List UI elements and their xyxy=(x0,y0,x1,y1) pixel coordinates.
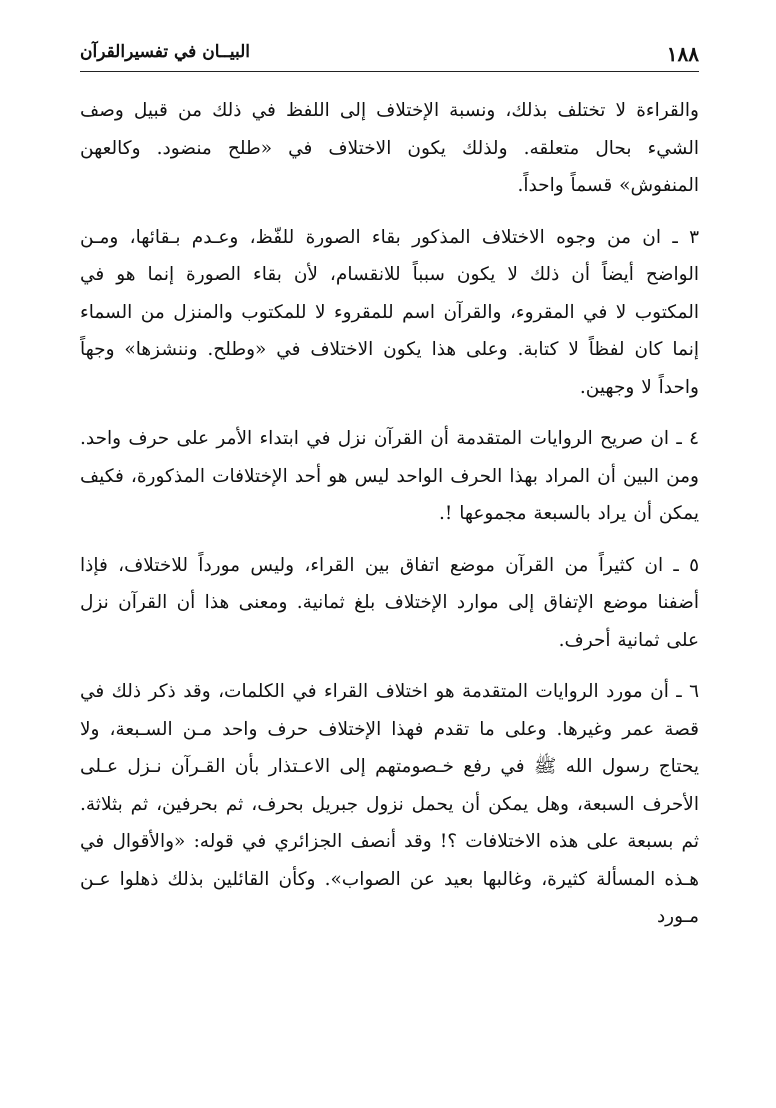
page-number: ١٨٨ xyxy=(666,42,699,66)
running-title: البيــان في تفسيرالقرآن xyxy=(80,42,251,62)
page-header xyxy=(80,38,699,70)
paragraph-point-3: ٣ ـ ان من وجوه الاختلاف المذكور بقاء الصورة للفّظ، وعـدم بـقائها، ومـن الواضح أيضاً أن ذلك لا يكون سبباً للانقسام، لأن بقاء الصورة إنما هو في المكتوب لا في المقروء، والقرآن اسم للمقروء لا للمكتوب والمنزل من السماء إنما كان لفظاً لا كتابة. وعلى هذا يكون الاختلاف في «وطلح. وننشزها» وجهاً واحداً لا وجهين. xyxy=(80,226,699,398)
paragraph-point-5: ٥ ـ ان كثيراً من القرآن موضع اتفاق بين القراء، وليس مورداً للاختلاف، فإذا أضفنا موضع الإتفاق إلى موارد الإختلاف بلغ ثمانية. ومعنى هذا أن القرآن نزل على ثمانية أحرف. xyxy=(80,554,699,651)
paragraph-continuation: والقراءة لا تختلف بذلك، ونسبة الإختلاف إلى اللفظ في ذلك من قبيل وصف الشيء بحال متعلقه. ولذلك يكون الاختلاف في «طلح منضود. وكالعهن المنفوش» قسماً واحداً. xyxy=(80,100,699,196)
header-divider xyxy=(80,71,699,72)
paragraph-point-6: ٦ ـ أن مورد الروايات المتقدمة هو اختلاف القراء في الكلمات، وقد ذكر ذلك في قصة عمر وغيرها. وعلى ما تقدم فهذا الإختلاف حرف واحد مـن السـبعة، ولا يحتاج رسول الله ﷺ في رفع خـصومتهم إلى الاعـتذار بأن القـرآن نـزل عـلى الأحرف السبعة، وهل يمكن أن يحمل نزول جبريل بحرف، ثم بحرفين، ثم بثلاثة. ثم بسبعة على هذه الاختلافات ؟! وقد أنصف الجزائري في قوله: «والأقوال في هـذه المسألة كثيرة، وغالبها بعيد عن الصواب». وكأن القائلين بذلك ذهلوا عـن مـورد xyxy=(80,681,699,927)
paragraph-point-4: ٤ ـ ان صريح الروايات المتقدمة أن القرآن نزل في ابتداء الأمر على حرف واحد. ومن البين أن المراد بهذا الحرف الواحد ليس هو أحد الإختلافات المذكورة، فكيف يمكن أن يراد بالسبعة مجموعها !. xyxy=(80,428,699,524)
body-text xyxy=(80,92,699,950)
